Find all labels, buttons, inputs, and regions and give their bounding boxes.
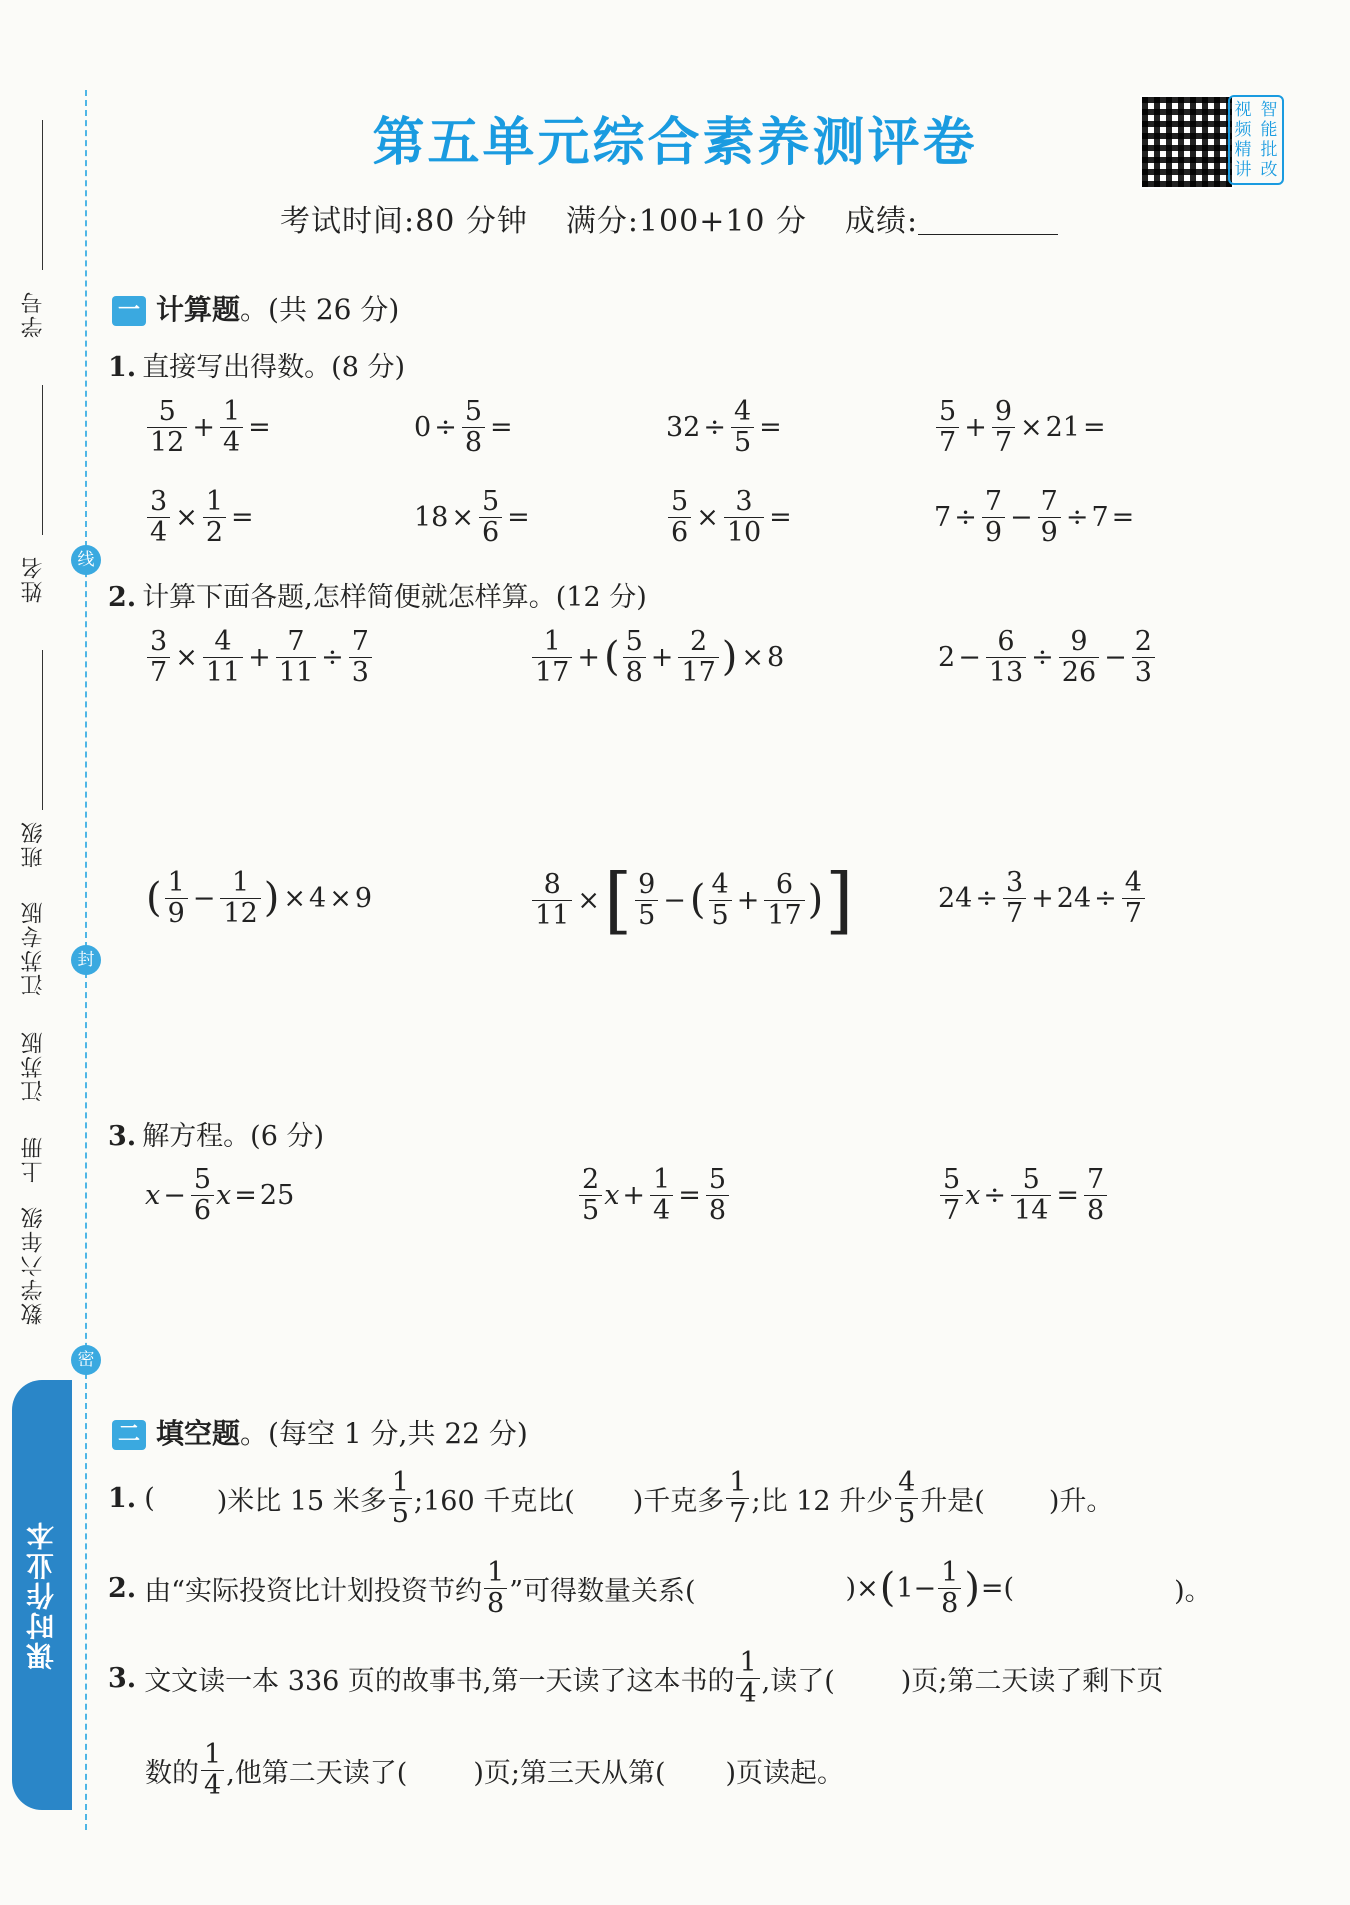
q3-equation-3: $\frac{5}{7}$ x ÷ $\frac{5}{14}$ = $\frac{7}{8}$ <box>938 1165 1109 1225</box>
full-score: 满分:100+10 分 <box>565 204 808 239</box>
section1-q3: 3. 解方程。(6 分) <box>108 1121 325 1152</box>
mark-mi: 密 <box>71 1345 101 1375</box>
class-line <box>42 650 43 810</box>
q1-expr-8: 7 ÷ $\frac{7}{9}$ − $\frac{7}{9}$ ÷ 7 = <box>934 486 1135 548</box>
q1-expr-3: 32 ÷ $\frac{4}{5}$ = <box>666 396 782 458</box>
q1-expr-5: $\frac{3}{4}$ × $\frac{1}{2}$ = <box>145 487 257 547</box>
edition-label-2: 江苏版 <box>21 1030 46 1102</box>
q1-expr-7: $\frac{5}{6}$ × $\frac{3}{10}$ = <box>666 487 795 547</box>
name-line <box>42 385 43 535</box>
q2-expr-6: 24 ÷ $\frac{3}{7}$ + 24 ÷ $\frac{4}{7}$ <box>938 868 1147 928</box>
mark-xian: 线 <box>71 545 101 575</box>
brand-logo <box>12 1380 72 1810</box>
section1-q1: 1. 直接写出得数。(8 分) <box>108 352 406 383</box>
exam-info <box>280 196 1058 240</box>
fill-question-1: 1. ( )米比 15 米多 $\frac{1}{5}$ ;160 千克比( )千克多 $\frac{1}{7}$ ;比 12 升少 $\frac{4}{5}$ 升是( )升。 <box>108 1467 1114 1529</box>
q3-equation-1: x − $\frac{5}{6}$ x = 25 <box>145 1164 295 1226</box>
q3-equation-2: $\frac{2}{5}$ x + $\frac{1}{4}$ = $\frac{5}{8}$ <box>577 1165 731 1225</box>
q2-expr-2: $\frac{1}{17}$ + ( $\frac{5}{8}$ + $\frac{2}{17}$ ) × 8 <box>530 627 784 687</box>
student-id-label: 学号 <box>21 290 46 338</box>
qr-caption: 视 智 频 能 精 批 讲 改 <box>1228 95 1284 185</box>
fill-question-3: 3. 文文读一本 336 页的故事书,第一天读了这本书的 $\frac{1}{4}$ ,读了( )页;第二天读了剩下页 <box>108 1647 1164 1709</box>
q2-expr-5: $\frac{8}{11}$ × [ $\frac{9}{5}$ − ( $\frac{4}{5}$ + $\frac{6}{17}$ ) ] <box>530 864 854 936</box>
section1-heading: 一 计算题。(共 26 分) <box>112 288 399 328</box>
fill-question-2: 2. 由“实际投资比计划投资节约 $\frac{1}{8}$ ”可得数量关系( )× ( 1− $\frac{1}{8}$ ) =( )。 <box>108 1557 1212 1619</box>
section1-q2: 2. 计算下面各题,怎样简便就怎样算。(12 分) <box>108 582 647 613</box>
q1-expr-2: 0 ÷ $\frac{5}{8}$ = <box>414 396 513 458</box>
q1-expr-4: $\frac{5}{7}$ + $\frac{9}{7}$ × 21 = <box>934 397 1109 457</box>
brand-name: 课时作业本 <box>25 1520 58 1670</box>
page-title: 第五单元综合素养测评卷 <box>372 112 978 173</box>
edition-label-1: 江苏专版 <box>21 900 46 996</box>
score-field[interactable] <box>918 208 1058 235</box>
fill-question-3-cont: 数的 $\frac{1}{4}$ ,他第二天读了( )页;第三天从第( )页读起。 <box>145 1739 845 1801</box>
exam-time: 考试时间:80 分钟 <box>280 204 528 239</box>
volume-label: 上册 <box>21 1135 46 1183</box>
q2-expr-3: 2 − $\frac{6}{13}$ ÷ $\frac{9}{26}$ − $\frac{2}{3}$ <box>938 627 1157 687</box>
class-label: 班级 <box>21 820 46 868</box>
grade-label: 数学六年级 <box>21 1205 46 1325</box>
section2-heading: 二 填空题。(每空 1 分,共 22 分) <box>112 1412 528 1452</box>
q2-expr-4: ( $\frac{1}{9}$ − $\frac{1}{12}$ ) × 4 × 9 <box>146 867 373 929</box>
name-label: 姓名 <box>21 555 46 603</box>
q1-expr-6: 18 × $\frac{5}{6}$ = <box>414 486 530 548</box>
qr-code-icon <box>1140 95 1234 189</box>
score-label: 成绩: <box>845 204 919 239</box>
mark-feng: 封 <box>71 945 101 975</box>
q2-expr-1: $\frac{3}{7}$ × $\frac{4}{11}$ + $\frac{7}{11}$ ÷ $\frac{7}{3}$ <box>145 627 374 687</box>
q1-expr-1: $\frac{5}{12}$ + $\frac{1}{4}$ = <box>145 397 274 457</box>
